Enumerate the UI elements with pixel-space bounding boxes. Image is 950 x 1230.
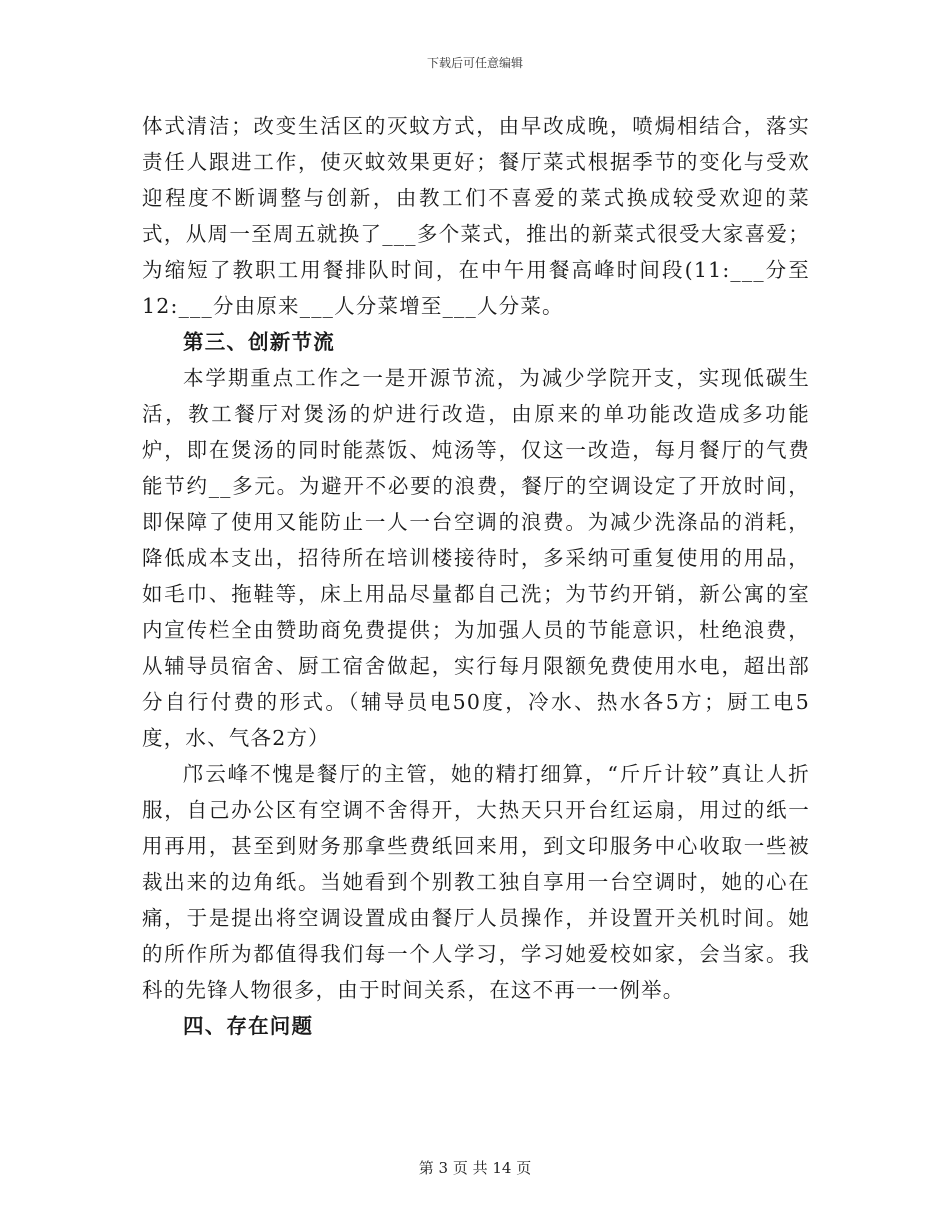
paragraph-energy-saving: 本学期重点工作之一是开源节流，为减少学院开支，实现低碳生活，教工餐厅对煲汤的炉进行改造，由原来的单功能改造成多功能炉，即在煲汤的同时能蒸饭、炖汤等，仅这一改造，每月餐厅的气费能节约__多元。为避开不必要的浪费，餐厅的空调设定了开放时间，即保障了使用又能防止一人一台空调的浪费。为减少洗涤品的消耗，降低成本支出，招待所在培训楼接待时，多采纳可重复使用的用品，如毛巾、拖鞋等，床上用品尽量都自己洗；为节约开销，新公寓的室内宣传栏全由赞助商免费提供；为加强人员的节能意识，杜绝浪费，从辅导员宿舍、厨工宿舍做起，实行每月限额免费使用水电，超出部分自行付费的形式。（辅导员电50度，冷水、热水各5方；厨工电5度，水、气各2方） xyxy=(142,366,810,750)
page-footer-page-number: 第 3 页 共 14 页 xyxy=(418,1159,532,1177)
page-header: 下载后可任意编辑 xyxy=(426,56,523,70)
paragraph-exemplary-staff: 邝云峰不愧是餐厅的主管，她的精打细算，“斤斤计较”真让人折服，自己办公区有空调不舍得开，大热天只开台红运扇，用过的纸一用再用，甚至到财务那拿些费纸回来用，到文印服务中心收取一些被裁出来的边角纸。当她看到个别教工独自享用一台空调时，她的心在痛，于是提出将空调设置成由餐厅人员操作，并设置开关机时间。她的所作所为都值得我们每一个人学习，学习她爱校如家，会当家。我科的先锋人物很多，由于时间关系，在这不再一一例举。 xyxy=(142,762,810,1002)
section-heading-existing-problems: 四、存在问题 xyxy=(183,1014,314,1038)
document-body xyxy=(142,108,810,1044)
section-heading-innovation-saving: 第三、创新节流 xyxy=(183,330,335,354)
paragraph-continued: 体式清洁；改变生活区的灭蚊方式，由早改成晚，喷焗相结合，落实责任人跟进工作，使灭蚊效果更好；餐厅菜式根据季节的变化与受欢迎程度不断调整与创新，由教工们不喜爱的菜式换成较受欢迎的菜式，从周一至周五就换了___多个菜式，推出的新菜式很受大家喜爱；为缩短了教职工用餐排队时间，在中午用餐高峰时间段(11:___分至12:___分由原来___人分菜增至___人分菜。 xyxy=(142,114,810,318)
